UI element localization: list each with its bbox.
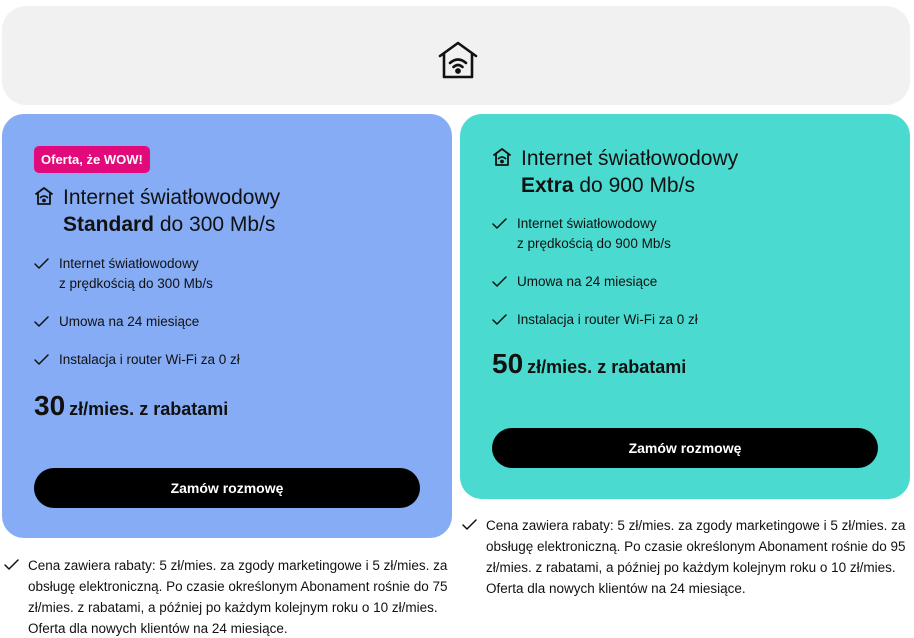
check-icon: [34, 258, 49, 270]
check-icon: [492, 218, 507, 230]
header-banner: [2, 6, 910, 105]
price-value: 30: [34, 390, 66, 421]
feature-text: Instalacja i router Wi-Fi za 0 zł: [517, 312, 698, 327]
feature-text: Internet światłowodowy z prędkością do 900 Mb/s: [517, 216, 671, 251]
feature-text: Instalacja i router Wi-Fi za 0 zł: [59, 352, 240, 367]
price-value: 50: [492, 348, 524, 379]
price-unit: zł/mies. z rabatami: [69, 399, 229, 419]
price-extra: [492, 348, 686, 380]
home-wifi-icon: [492, 147, 512, 167]
feature-text: Umowa na 24 miesiące: [59, 314, 200, 329]
price-disclaimer-standard: [4, 555, 449, 638]
feature-list-extra: [492, 214, 698, 330]
plan-name: Standard: [63, 213, 155, 236]
order-call-button-extra[interactable]: Zamów rozmowę: [492, 428, 878, 468]
feature-text: Umowa na 24 miesiące: [517, 274, 658, 289]
home-wifi-icon: [34, 186, 54, 206]
feature-item: [34, 312, 240, 350]
promo-badge: Oferta, że WOW!: [34, 146, 150, 173]
plan-name: Extra: [521, 174, 574, 197]
plan-title-line1: Internet światłowodowy: [63, 186, 281, 209]
plan-speed: do 300 Mb/s: [159, 213, 276, 236]
feature-item: [492, 310, 698, 330]
check-icon: [34, 354, 49, 366]
disclaimer-text: Cena zawiera rabaty: 5 zł/mies. za zgody marketingowe i 5 zł/mies. za obsługę elektroniczną. Po czasie określonym Abonament rośnie do 95 zł/mies. z rabatami, a później po każdym kolejnym roku o 10 zł/mies. Oferta dla nowych klientów na 24 miesiące.: [486, 518, 906, 596]
plan-title-line1: Internet światłowodowy: [521, 147, 739, 170]
check-icon: [492, 314, 507, 326]
home-wifi-icon: [436, 38, 480, 82]
feature-item: [34, 350, 240, 370]
plan-title-extra: [492, 145, 738, 199]
disclaimer-text: Cena zawiera rabaty: 5 zł/mies. za zgody marketingowe i 5 zł/mies. za obsługę elektroniczną. Po czasie określonym Abonament rośnie do 75 zł/mies. z rabatami, a później po każdym kolejnym roku o 10 zł/mies. Oferta dla nowych klientów na 24 miesiące.: [28, 558, 448, 636]
feature-item: [492, 214, 698, 272]
price-disclaimer-extra: [462, 515, 910, 599]
check-icon: [462, 519, 477, 531]
order-call-button-standard[interactable]: Zamów rozmowę: [34, 468, 420, 508]
plan-title-standard: [34, 184, 280, 238]
plan-speed: do 900 Mb/s: [579, 174, 695, 197]
price-unit: zł/mies. z rabatami: [527, 357, 687, 377]
check-icon: [492, 276, 507, 288]
check-icon: [4, 559, 19, 571]
feature-text: Internet światłowodowy z prędkością do 300 Mb/s: [59, 256, 213, 291]
feature-item: [492, 272, 698, 310]
feature-list-standard: [34, 254, 240, 370]
check-icon: [34, 316, 49, 328]
feature-item: [34, 254, 240, 312]
price-standard: [34, 390, 228, 422]
